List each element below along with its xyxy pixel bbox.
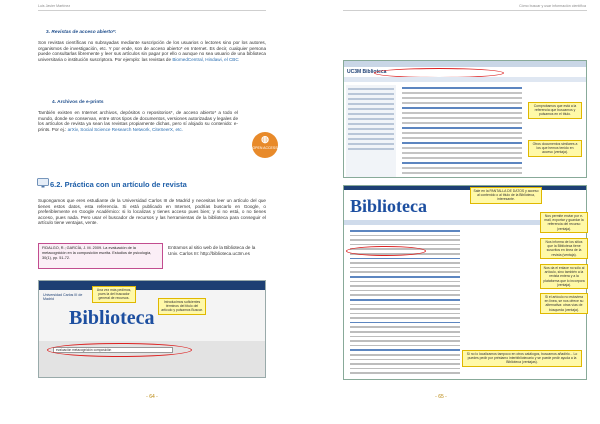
library-title: Biblioteca: [69, 307, 155, 329]
search-input[interactable]: evaluación metacognición composición: [53, 347, 173, 353]
header-divider: [38, 10, 266, 11]
callout-note: Si el artículo no estuviera en línea, se nos ofrece su alternativa: otras vías de búsqueda (ventaja).: [540, 293, 588, 314]
item4-paragraph: También existen en Internet archivos, depósitos o repositorios*, de acceso abierto* a todo el mundo, donde se conservan, entre otros tipos de documentos, versiones autorizadas y legales de los artículos de revista ya sean las revistas propiamente dichas, pero sí alojado su contenido: e-prints. Por ej.: arXiv, Social Science Research Network, CiteSeerX, etc.: [38, 110, 238, 132]
callout-note: Sale en la PANTALLA DE DATOS y acceso al contenido o al título de la Biblioteca, interesante.: [470, 187, 542, 204]
item4-links[interactable]: arXiv, Social Science Research Network, CiteSeerX, etc.: [67, 126, 183, 132]
brand-logo: UC3M Biblioteca: [347, 69, 387, 75]
callout-note: Una vez más pedimos, pues la del buscador general de recursos.: [92, 286, 136, 303]
entry-paragraph: Entramos al sitio web de la Biblioteca de la Univ. Carlos III: http://biblioteca.uc3m.es: [168, 245, 256, 256]
callout-note: Nos informa de los sitios que la Biblioteca tiene suscritos en línea de la revista (ventaja).: [540, 238, 588, 259]
callout-note: Nos da el enlace no sólo al artículo, sino también a la revista entera y a la plataforma que lo incorpora (ventaja).: [540, 264, 588, 289]
section-paragraph: Supongamos que eres estudiante de la Universidad Carlos III de Madrid y necesitas leer un artículo del que tienes estos datos, esta referencia. Si está publicado en Internet, podrías buscarlo en Google, o preferiblemente en Google Académico: si lo localizas y tienes acceso pues bien; y si no está, o no tienes acceso, pues nada. Pero usar el buscador de recursos y las herramientas de la biblioteca para conseguir el artículo tiene ventajas, vente.: [38, 198, 266, 226]
library-homepage-screenshot: [38, 280, 266, 378]
highlight-oval: [346, 246, 426, 256]
item3-links[interactable]: BiomedCentral, Hindawi, el CBC: [172, 56, 239, 62]
results-list: [402, 87, 522, 177]
running-header-right: Cómo buscar y usar información científica: [519, 4, 586, 8]
header-divider: [343, 10, 587, 11]
reference-box: FIDALGO, R.; GARCÍA, J. M. 2009. La evaluación de la metacognición en la composición escrita. Estudios de psicología, 30(1), pp. 51-72.: [38, 243, 163, 269]
callout-note: Otros documentos similares a los que hemos tenido en acceso (ventaja).: [528, 140, 582, 157]
page-number-left: - 64 -: [146, 394, 158, 400]
callout-note: Comprobamos que está a la referencia que buscamos y pulsamos en el título.: [528, 102, 582, 119]
callout-note: Nos permite enviar por e-mail, exportar y guardar la referencia del recurso (ventaja).: [540, 212, 588, 233]
library-title: Biblioteca: [350, 196, 427, 216]
monitor-icon: [37, 178, 49, 188]
callout-note: Si no lo localizamos tampoco en otros catálogos, buscamos añadirlo... Lo puedes pedir por préstamo interbibliotecario y se puede pedir ayuda a la Biblioteca (ventajas).: [462, 350, 582, 367]
item3-heading: 3. Revistas de acceso abierto*:: [46, 30, 117, 35]
university-brand: Universidad Carlos III de Madrid: [43, 293, 83, 301]
highlight-oval: [47, 343, 192, 357]
search-results-screenshot: [343, 60, 587, 178]
section-title: 6.2. Práctica con un artículo de revista: [50, 180, 187, 189]
item3-paragraph: Son revistas científicas no subrayadas mediante suscripción de los usuarios o lectores sino por los autores, organismos de investigación, etc. Y por ende, son de acceso abierto* en Internet. Es decir, cualquier persona puede consultarlas libremente y leer sus artículos sin pagar por ello o aunque no sea usuario de una biblioteca universitaria o institución suscriptora. Por ejemplo: las revistas de BiomedCentral, Hindawi, el CBC: [38, 40, 266, 62]
item4-heading: 4. Archivos de e-prints: [52, 100, 104, 105]
top-bar: [39, 281, 265, 290]
page-number-right: - 65 -: [435, 394, 447, 400]
callout-note: Introducimos suficientes términos del título del artículo y pulsamos Buscar.: [158, 298, 206, 315]
open-access-icon: ◍: [261, 134, 269, 144]
open-access-logo: ◍ OPEN ACCESS: [252, 132, 278, 158]
running-header-left: Luis Javier Martínez: [38, 4, 71, 8]
facets-column: [346, 85, 396, 177]
